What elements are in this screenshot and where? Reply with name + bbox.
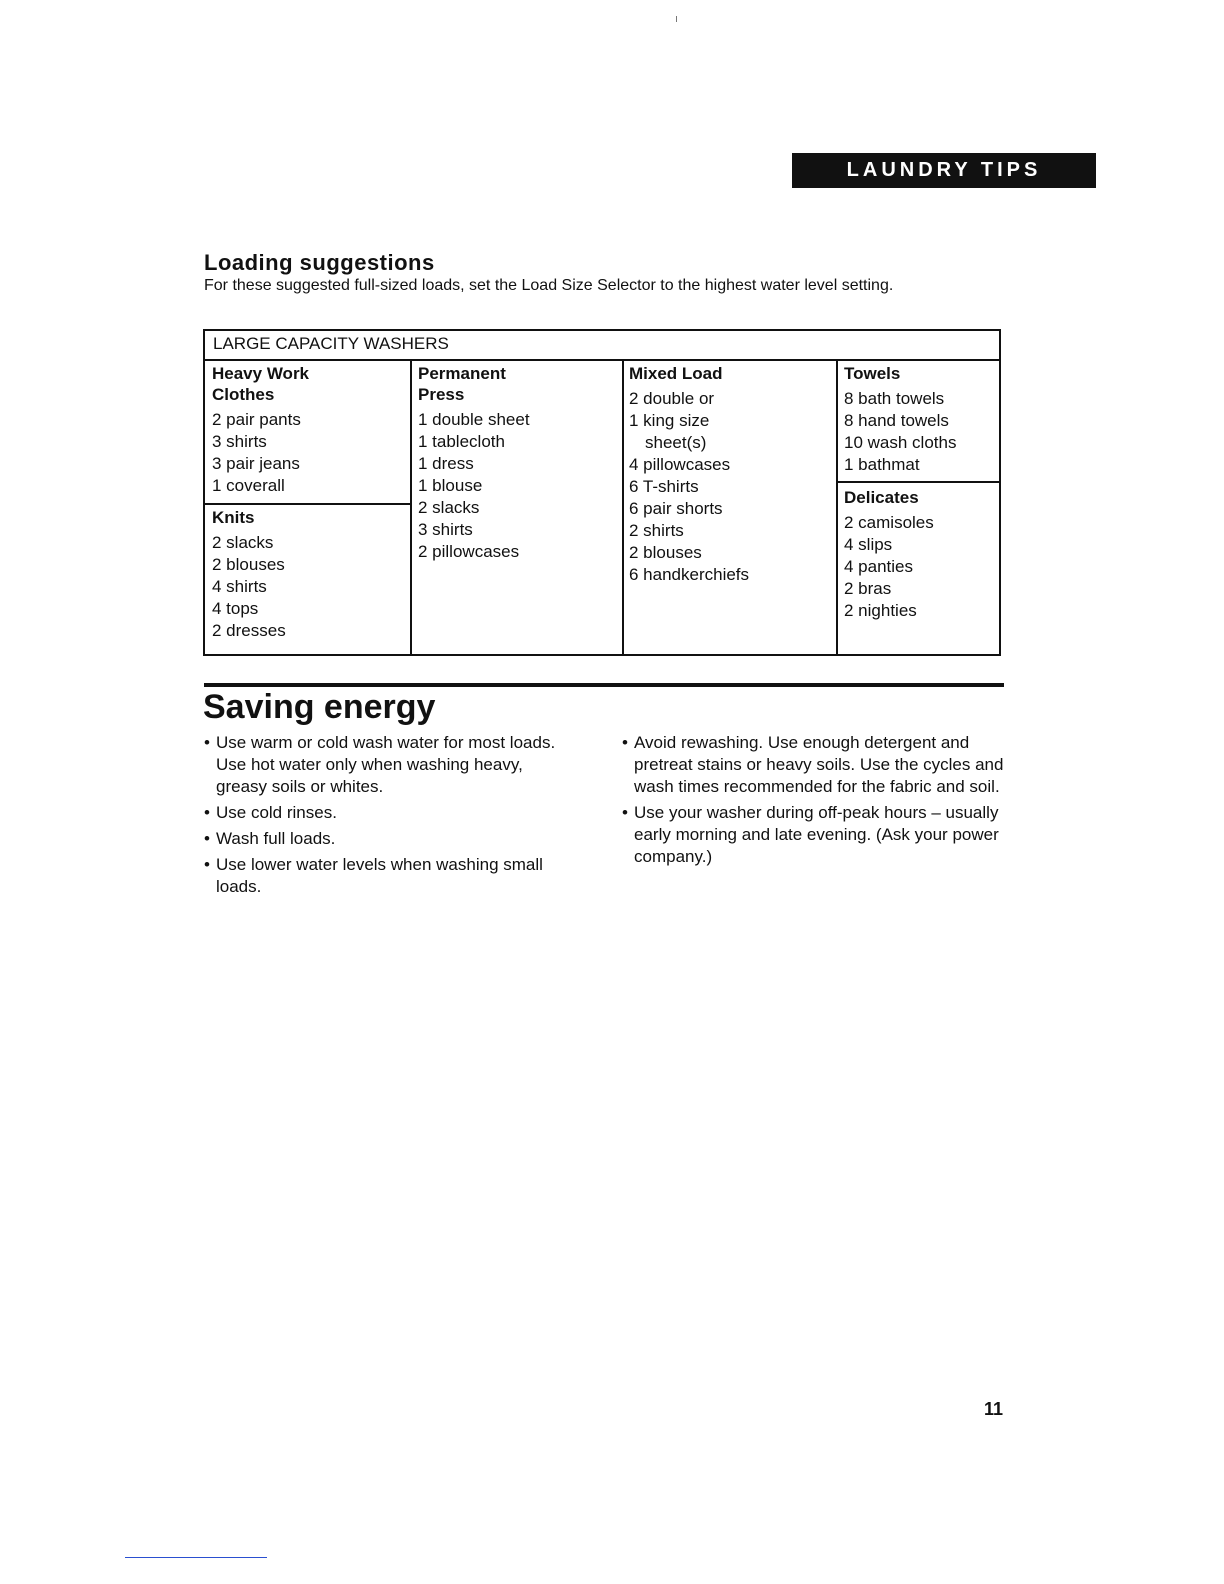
list-item: 3 shirts: [418, 520, 473, 539]
list-item: • Avoid rewashing. Use enough detergent and pretreat stains or heavy soils. Use the cycles and wash times recommended for the fabric and soil.: [622, 732, 1006, 798]
list-item: 4 tops: [212, 599, 259, 618]
category-permanent-press: [418, 363, 613, 563]
list-item: 2 dresses: [212, 621, 286, 640]
category-title: Permanent Press: [418, 364, 506, 404]
category-title: Knits: [212, 508, 255, 527]
column-divider: [622, 359, 624, 654]
table-header-divider: [205, 359, 999, 361]
list-item: 10 wash cloths: [844, 433, 957, 452]
category-items: [844, 388, 994, 476]
energy-tips-right: [622, 732, 1006, 872]
list-item: 2 blouses: [212, 555, 285, 574]
list-item: • Use lower water levels when washing small loads.: [204, 854, 574, 898]
list-item: 2 blouses: [629, 543, 702, 562]
list-item: 1 king size: [629, 411, 710, 430]
category-items: [418, 409, 613, 563]
list-item: 2 pillowcases: [418, 542, 520, 561]
column-divider: [836, 359, 838, 654]
page-number: 11: [984, 1399, 1004, 1419]
category-items: [212, 409, 402, 497]
category-mixed-load: [629, 363, 829, 586]
loading-table: [203, 329, 1001, 656]
category-title: Delicates: [844, 488, 919, 507]
list-item: 1 coverall: [212, 476, 285, 495]
category-towels: [844, 363, 994, 476]
category-title: Mixed Load: [629, 364, 723, 383]
section-tab: LAUNDRY TIPS: [792, 153, 1096, 188]
category-items: [212, 532, 402, 642]
list-item: 6 T-shirts: [629, 477, 699, 496]
table-caption: LARGE CAPACITY WASHERS: [213, 334, 449, 353]
list-item: 2 slacks: [418, 498, 480, 517]
section-divider: [204, 683, 1004, 687]
list-item: 4 shirts: [212, 577, 267, 596]
footer-link-line: [125, 1557, 267, 1558]
list-item: 1 double sheet: [418, 410, 530, 429]
energy-tips-left: [204, 732, 574, 902]
list-item: 4 slips: [844, 535, 893, 554]
list-item: 1 dress: [418, 454, 474, 473]
list-item: 1 bathmat: [844, 455, 920, 474]
loading-suggestions-heading: Loading suggestions: [204, 250, 435, 275]
scan-mark: [676, 16, 677, 22]
list-item: 2 slacks: [212, 533, 274, 552]
list-item: 6 handkerchiefs: [629, 565, 750, 584]
cell-divider: [205, 503, 412, 505]
loading-intro-text: For these suggested full-sized loads, set the Load Size Selector to the highest water level setting.: [204, 277, 894, 294]
category-delicates: [844, 487, 994, 622]
category-title: Heavy Work Clothes: [212, 364, 310, 404]
list-item: sheet(s): [645, 433, 707, 452]
list-item: 2 double or: [629, 389, 715, 408]
category-items: [629, 388, 829, 586]
saving-energy-heading: Saving energy: [203, 688, 436, 726]
cell-divider: [836, 481, 999, 483]
list-item: 4 pillowcases: [629, 455, 731, 474]
category-knits: [212, 507, 402, 642]
list-item: 2 shirts: [629, 521, 684, 540]
category-title: Towels: [844, 364, 901, 383]
list-item: • Wash full loads.: [204, 828, 574, 850]
list-item: 4 panties: [844, 557, 913, 576]
list-item: 2 camisoles: [844, 513, 934, 532]
list-item: 3 shirts: [212, 432, 267, 451]
category-items: [844, 512, 994, 622]
list-item: 1 blouse: [418, 476, 483, 495]
list-item: • Use warm or cold wash water for most loads. Use hot water only when washing heavy, greasy soils or whites.: [204, 732, 574, 798]
list-item: • Use cold rinses.: [204, 802, 574, 824]
list-item: • Use your washer during off-peak hours – usually early morning and late evening. (Ask your power company.): [622, 802, 1006, 868]
list-item: 3 pair jeans: [212, 454, 300, 473]
list-item: 2 nighties: [844, 601, 917, 620]
list-item: 2 bras: [844, 579, 892, 598]
category-heavy-work-clothes: [212, 363, 402, 497]
list-item: 6 pair shorts: [629, 499, 723, 518]
column-divider: [410, 359, 412, 654]
list-item: 8 bath towels: [844, 389, 945, 408]
list-item: 1 tablecloth: [418, 432, 505, 451]
list-item: 2 pair pants: [212, 410, 301, 429]
list-item: 8 hand towels: [844, 411, 949, 430]
